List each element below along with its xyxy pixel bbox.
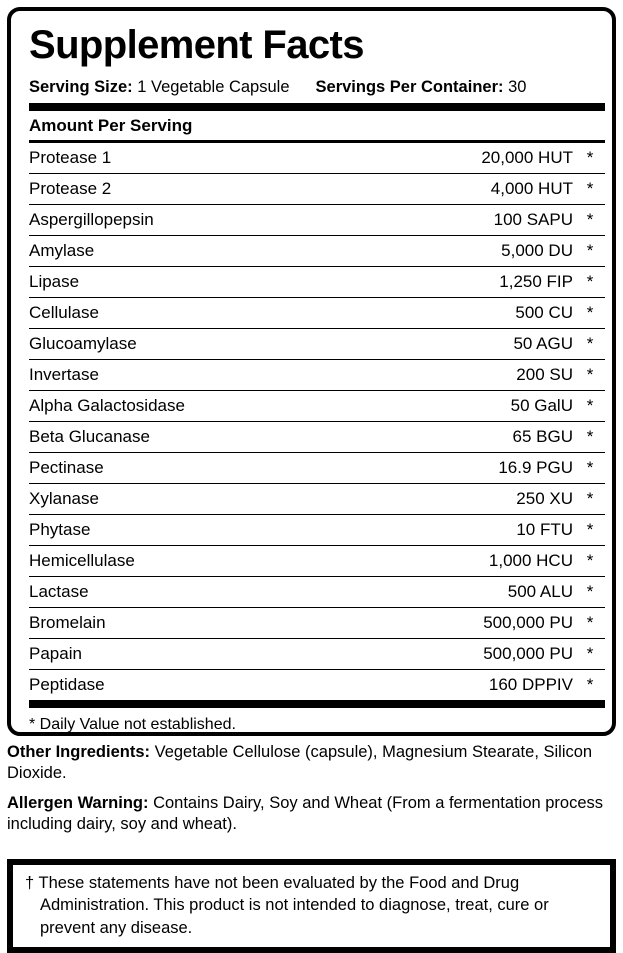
ingredient-amount: 500 ALU	[507, 582, 573, 602]
servings-per-container-label: Servings Per Container:	[315, 78, 504, 96]
table-footer-divider	[29, 700, 605, 708]
table-row	[29, 391, 605, 422]
daily-value-footnote: * Daily Value not established.	[29, 715, 236, 733]
table-row	[29, 577, 605, 608]
ingredient-amount: 160 DPPIV	[488, 675, 573, 695]
ingredient-name: Beta Glucanase	[29, 427, 150, 447]
ingredient-name: Protease 1	[29, 148, 112, 168]
ingredient-name: Lactase	[29, 582, 89, 602]
table-row	[29, 267, 605, 298]
ingredient-daily-value: *	[586, 551, 594, 571]
ingredient-name: Phytase	[29, 520, 91, 540]
ingredient-daily-value: *	[586, 644, 594, 664]
ingredient-amount: 50 AGU	[513, 334, 573, 354]
ingredient-daily-value: *	[586, 582, 594, 602]
ingredient-amount: 65 BGU	[512, 427, 573, 447]
serving-info-row	[29, 78, 598, 97]
other-ingredients-text: Vegetable Cellulose (capsule), Magnesium Stearate, Silicon Dioxide.	[7, 743, 593, 783]
ingredient-daily-value: *	[586, 427, 594, 447]
ingredient-daily-value: *	[586, 458, 594, 478]
ingredient-amount: 4,000 HUT	[490, 179, 573, 199]
ingredient-daily-value: *	[586, 303, 594, 323]
ingredient-amount: 500,000 PU	[483, 644, 573, 664]
servings-per-container-value: 30	[508, 78, 527, 96]
ingredient-name: Cellulase	[29, 303, 99, 323]
fda-disclaimer-paragraph	[25, 872, 600, 939]
other-info-block	[7, 742, 616, 835]
ingredient-name: Peptidase	[29, 675, 105, 695]
serving-size-value: 1 Vegetable Capsule	[137, 78, 290, 96]
ingredient-name: Lipase	[29, 272, 80, 292]
ingredient-amount: 500,000 PU	[483, 613, 573, 633]
ingredient-name: Alpha Galactosidase	[29, 396, 185, 416]
header-divider-thick	[29, 103, 605, 111]
ingredient-daily-value: *	[586, 396, 594, 416]
ingredient-table	[29, 143, 605, 700]
table-row	[29, 453, 605, 484]
ingredient-amount: 250 XU	[516, 489, 573, 509]
table-row	[29, 329, 605, 360]
ingredient-amount: 200 SU	[516, 365, 573, 385]
ingredient-daily-value: *	[586, 675, 594, 695]
ingredient-amount: 5,000 DU	[501, 241, 573, 261]
ingredient-daily-value: *	[586, 272, 594, 292]
supplement-facts-panel	[7, 7, 616, 736]
fda-disclaimer-text: These statements have not been evaluated by the Food and Drug Administration. This product is not intended to diagnose, treat, cure or prevent any disease.	[38, 874, 549, 937]
ingredient-name: Glucoamylase	[29, 334, 137, 354]
ingredient-daily-value: *	[586, 241, 594, 261]
ingredient-daily-value: *	[586, 334, 594, 354]
ingredient-name: Protease 2	[29, 179, 112, 199]
table-row	[29, 236, 605, 267]
ingredient-daily-value: *	[586, 179, 594, 199]
ingredient-amount: 20,000 HUT	[481, 148, 573, 168]
table-row	[29, 515, 605, 546]
table-row	[29, 639, 605, 670]
amount-per-serving-header: Amount Per Serving	[29, 116, 193, 135]
ingredient-name: Papain	[29, 644, 82, 664]
ingredient-name: Pectinase	[29, 458, 104, 478]
serving-size-label: Serving Size:	[29, 78, 133, 96]
allergen-warning-text: Contains Dairy, Soy and Wheat (From a fermentation process including dairy, soy and wheat).	[7, 793, 604, 833]
table-row	[29, 298, 605, 329]
allergen-warning-label: Allergen Warning:	[7, 793, 149, 812]
table-row	[29, 422, 605, 453]
ingredient-daily-value: *	[586, 520, 594, 540]
ingredient-daily-value: *	[586, 613, 594, 633]
ingredient-amount: 500 CU	[515, 303, 573, 323]
table-row	[29, 546, 605, 577]
dagger-icon: †	[25, 874, 35, 892]
fda-disclaimer-box	[7, 859, 616, 953]
ingredient-name: Bromelain	[29, 613, 106, 633]
other-ingredients-label: Other Ingredients:	[7, 743, 151, 761]
ingredient-name: Amylase	[29, 241, 95, 261]
ingredient-amount: 1,250 FIP	[499, 272, 573, 292]
table-row	[29, 484, 605, 515]
ingredient-daily-value: *	[586, 489, 594, 509]
servings-per-container	[316, 78, 527, 97]
table-row	[29, 360, 605, 391]
ingredient-amount: 100 SAPU	[493, 210, 573, 230]
ingredient-daily-value: *	[586, 148, 594, 168]
table-row	[29, 174, 605, 205]
serving-size	[29, 78, 290, 97]
ingredient-amount: 10 FTU	[516, 520, 573, 540]
other-ingredients-paragraph	[7, 742, 616, 785]
ingredient-daily-value: *	[586, 210, 594, 230]
panel-title: Supplement Facts	[29, 23, 364, 67]
ingredient-name: Invertase	[29, 365, 99, 385]
ingredient-amount: 50 GalU	[510, 396, 573, 416]
ingredient-name: Aspergillopepsin	[29, 210, 154, 230]
ingredient-daily-value: *	[586, 365, 594, 385]
ingredient-name: Xylanase	[29, 489, 99, 509]
ingredient-amount: 16.9 PGU	[498, 458, 573, 478]
allergen-warning-paragraph	[7, 793, 616, 836]
ingredient-name: Hemicellulase	[29, 551, 135, 571]
table-row	[29, 143, 605, 174]
table-row	[29, 608, 605, 639]
table-row	[29, 205, 605, 236]
table-row	[29, 670, 605, 700]
ingredient-amount: 1,000 HCU	[488, 551, 573, 571]
